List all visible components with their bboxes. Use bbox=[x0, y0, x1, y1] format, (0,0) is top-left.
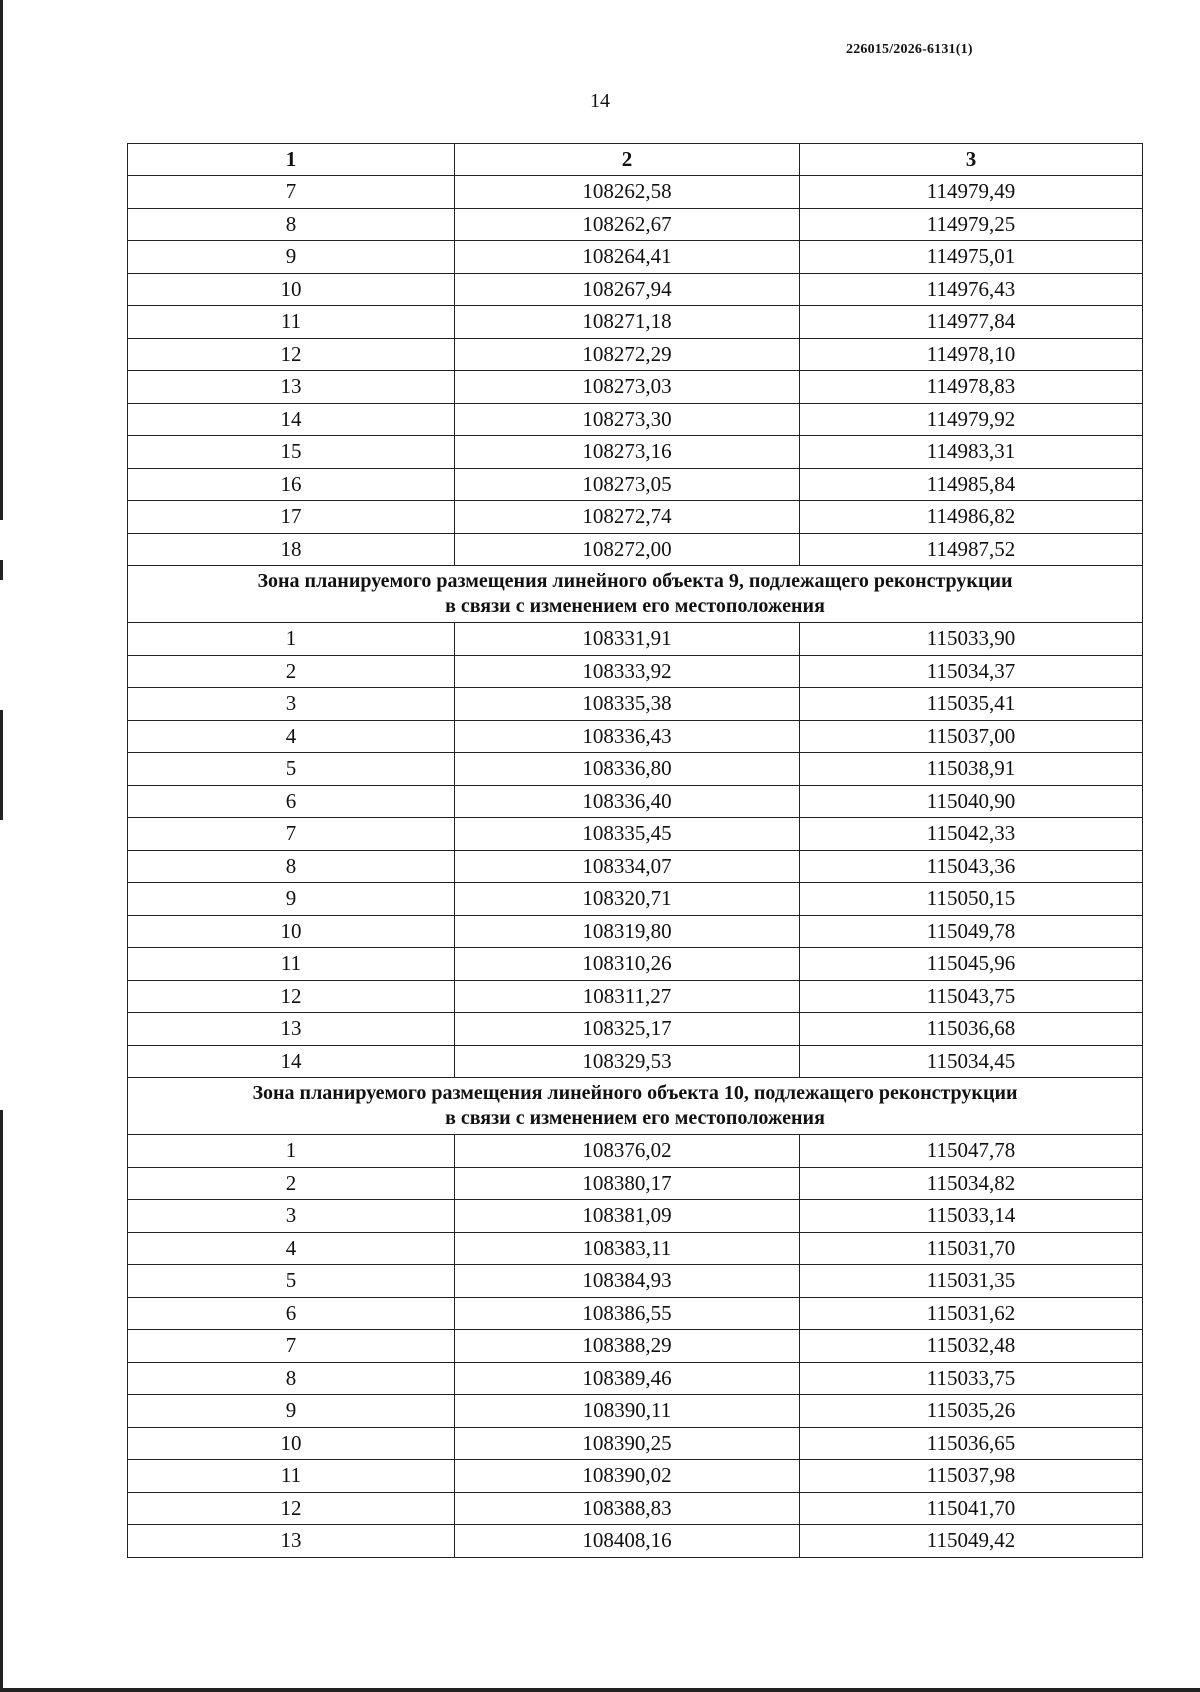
x-coordinate-cell: 108390,02 bbox=[455, 1460, 800, 1493]
point-number-cell: 10 bbox=[128, 915, 455, 948]
y-coordinate-cell: 115033,75 bbox=[800, 1362, 1143, 1395]
y-coordinate-cell: 115042,33 bbox=[800, 818, 1143, 851]
x-coordinate-cell: 108408,16 bbox=[455, 1525, 800, 1558]
point-number-cell: 5 bbox=[128, 753, 455, 786]
y-coordinate-cell: 115034,45 bbox=[800, 1045, 1143, 1078]
point-number-cell: 10 bbox=[128, 1427, 455, 1460]
table-row bbox=[128, 1013, 1143, 1046]
x-coordinate-cell: 108390,25 bbox=[455, 1427, 800, 1460]
table-row bbox=[128, 623, 1143, 656]
y-coordinate-cell: 115037,98 bbox=[800, 1460, 1143, 1493]
x-coordinate-cell: 108380,17 bbox=[455, 1167, 800, 1200]
x-coordinate-cell: 108388,83 bbox=[455, 1492, 800, 1525]
point-number-cell: 12 bbox=[128, 338, 455, 371]
point-number-cell: 1 bbox=[128, 623, 455, 656]
point-number-cell: 6 bbox=[128, 785, 455, 818]
y-coordinate-cell: 115040,90 bbox=[800, 785, 1143, 818]
x-coordinate-cell: 108273,03 bbox=[455, 371, 800, 404]
x-coordinate-cell: 108335,45 bbox=[455, 818, 800, 851]
table-row bbox=[128, 753, 1143, 786]
y-coordinate-cell: 114978,83 bbox=[800, 371, 1143, 404]
y-coordinate-cell: 115033,90 bbox=[800, 623, 1143, 656]
table-row bbox=[128, 818, 1143, 851]
table-row bbox=[128, 1232, 1143, 1265]
y-coordinate-cell: 115041,70 bbox=[800, 1492, 1143, 1525]
x-coordinate-cell: 108376,02 bbox=[455, 1135, 800, 1168]
y-coordinate-cell: 115037,00 bbox=[800, 720, 1143, 753]
point-number-cell: 7 bbox=[128, 176, 455, 209]
table-row bbox=[128, 1492, 1143, 1525]
y-coordinate-cell: 115047,78 bbox=[800, 1135, 1143, 1168]
y-coordinate-cell: 114986,82 bbox=[800, 501, 1143, 534]
point-number-cell: 9 bbox=[128, 241, 455, 274]
y-coordinate-cell: 115049,42 bbox=[800, 1525, 1143, 1558]
point-number-cell: 2 bbox=[128, 1167, 455, 1200]
y-coordinate-cell: 114976,43 bbox=[800, 273, 1143, 306]
point-number-cell: 1 bbox=[128, 1135, 455, 1168]
point-number-cell: 4 bbox=[128, 720, 455, 753]
x-coordinate-cell: 108272,00 bbox=[455, 533, 800, 566]
point-number-cell: 17 bbox=[128, 501, 455, 534]
y-coordinate-cell: 115035,26 bbox=[800, 1395, 1143, 1428]
table-row bbox=[128, 720, 1143, 753]
table-row bbox=[128, 850, 1143, 883]
point-number-cell: 4 bbox=[128, 1232, 455, 1265]
point-number-cell: 13 bbox=[128, 371, 455, 404]
x-coordinate-cell: 108264,41 bbox=[455, 241, 800, 274]
y-coordinate-cell: 114977,84 bbox=[800, 306, 1143, 339]
y-coordinate-cell: 114978,10 bbox=[800, 338, 1143, 371]
point-number-cell: 13 bbox=[128, 1013, 455, 1046]
y-coordinate-cell: 115038,91 bbox=[800, 753, 1143, 786]
point-number-cell: 11 bbox=[128, 306, 455, 339]
point-number-cell: 15 bbox=[128, 436, 455, 469]
x-coordinate-cell: 108336,40 bbox=[455, 785, 800, 818]
table-row bbox=[128, 980, 1143, 1013]
point-number-cell: 3 bbox=[128, 1200, 455, 1233]
page-number-text: 14 bbox=[590, 90, 610, 112]
point-number-cell: 8 bbox=[128, 208, 455, 241]
table-row bbox=[128, 468, 1143, 501]
point-number-cell: 7 bbox=[128, 818, 455, 851]
table-row bbox=[128, 785, 1143, 818]
table-row bbox=[128, 273, 1143, 306]
column-header: 2 bbox=[455, 144, 800, 176]
x-coordinate-cell: 108383,11 bbox=[455, 1232, 800, 1265]
column-header: 3 bbox=[800, 144, 1143, 176]
table-row bbox=[128, 1395, 1143, 1428]
y-coordinate-cell: 115036,68 bbox=[800, 1013, 1143, 1046]
scan-edge-left bbox=[0, 710, 3, 820]
table-row bbox=[128, 241, 1143, 274]
table-row bbox=[128, 436, 1143, 469]
x-coordinate-cell: 108333,92 bbox=[455, 655, 800, 688]
y-coordinate-cell: 114983,31 bbox=[800, 436, 1143, 469]
point-number-cell: 9 bbox=[128, 1395, 455, 1428]
x-coordinate-cell: 108272,74 bbox=[455, 501, 800, 534]
table-row bbox=[128, 1460, 1143, 1493]
point-number-cell: 5 bbox=[128, 1265, 455, 1298]
x-coordinate-cell: 108310,26 bbox=[455, 948, 800, 981]
y-coordinate-cell: 115032,48 bbox=[800, 1330, 1143, 1363]
x-coordinate-cell: 108336,43 bbox=[455, 720, 800, 753]
y-coordinate-cell: 114987,52 bbox=[800, 533, 1143, 566]
zone-title bbox=[128, 1078, 1143, 1135]
x-coordinate-cell: 108329,53 bbox=[455, 1045, 800, 1078]
scan-edge-left bbox=[0, 0, 3, 520]
table-row bbox=[128, 1330, 1143, 1363]
x-coordinate-cell: 108331,91 bbox=[455, 623, 800, 656]
point-number-cell: 13 bbox=[128, 1525, 455, 1558]
y-coordinate-cell: 115034,82 bbox=[800, 1167, 1143, 1200]
x-coordinate-cell: 108389,46 bbox=[455, 1362, 800, 1395]
table-row bbox=[128, 1045, 1143, 1078]
table-row bbox=[128, 371, 1143, 404]
x-coordinate-cell: 108319,80 bbox=[455, 915, 800, 948]
x-coordinate-cell: 108325,17 bbox=[455, 1013, 800, 1046]
x-coordinate-cell: 108311,27 bbox=[455, 980, 800, 1013]
x-coordinate-cell: 108273,30 bbox=[455, 403, 800, 436]
x-coordinate-cell: 108273,05 bbox=[455, 468, 800, 501]
table-row bbox=[128, 403, 1143, 436]
table-row bbox=[128, 1135, 1143, 1168]
point-number-cell: 14 bbox=[128, 403, 455, 436]
table-row bbox=[128, 176, 1143, 209]
y-coordinate-cell: 115033,14 bbox=[800, 1200, 1143, 1233]
y-coordinate-cell: 115045,96 bbox=[800, 948, 1143, 981]
x-coordinate-cell: 108386,55 bbox=[455, 1297, 800, 1330]
table-row bbox=[128, 306, 1143, 339]
coordinates-table bbox=[127, 143, 1143, 1558]
table-row bbox=[128, 1427, 1143, 1460]
point-number-cell: 11 bbox=[128, 948, 455, 981]
point-number-cell: 12 bbox=[128, 1492, 455, 1525]
y-coordinate-cell: 115031,62 bbox=[800, 1297, 1143, 1330]
zone-title-line: в связи с изменением его местоположения bbox=[445, 1107, 825, 1129]
point-number-cell: 8 bbox=[128, 850, 455, 883]
table-row bbox=[128, 1167, 1143, 1200]
scan-edge-bottom bbox=[0, 1688, 1200, 1692]
point-number-cell: 6 bbox=[128, 1297, 455, 1330]
table-header-row bbox=[128, 144, 1143, 176]
zone-title-line: Зона планируемого размещения линейного объекта 10, подлежащего реконструкции bbox=[252, 1082, 1018, 1104]
scan-edge-left bbox=[0, 1110, 3, 1692]
y-coordinate-cell: 114985,84 bbox=[800, 468, 1143, 501]
table-row bbox=[128, 688, 1143, 721]
table-row bbox=[128, 948, 1143, 981]
point-number-cell: 18 bbox=[128, 533, 455, 566]
point-number-cell: 11 bbox=[128, 1460, 455, 1493]
point-number-cell: 14 bbox=[128, 1045, 455, 1078]
x-coordinate-cell: 108384,93 bbox=[455, 1265, 800, 1298]
x-coordinate-cell: 108335,38 bbox=[455, 688, 800, 721]
y-coordinate-cell: 114975,01 bbox=[800, 241, 1143, 274]
zone-title-line: Зона планируемого размещения линейного объекта 9, подлежащего реконструкции bbox=[257, 570, 1013, 592]
point-number-cell: 8 bbox=[128, 1362, 455, 1395]
point-number-cell: 10 bbox=[128, 273, 455, 306]
point-number-cell: 7 bbox=[128, 1330, 455, 1363]
table-row bbox=[128, 533, 1143, 566]
x-coordinate-cell: 108334,07 bbox=[455, 850, 800, 883]
x-coordinate-cell: 108390,11 bbox=[455, 1395, 800, 1428]
table-row bbox=[128, 501, 1143, 534]
y-coordinate-cell: 115031,70 bbox=[800, 1232, 1143, 1265]
point-number-cell: 2 bbox=[128, 655, 455, 688]
table-row bbox=[128, 655, 1143, 688]
document-number: 226015/2026-6131(1) bbox=[846, 42, 973, 57]
x-coordinate-cell: 108262,67 bbox=[455, 208, 800, 241]
x-coordinate-cell: 108272,29 bbox=[455, 338, 800, 371]
point-number-cell: 9 bbox=[128, 883, 455, 916]
scan-edge-left bbox=[0, 560, 3, 580]
zone-title-row bbox=[128, 1078, 1143, 1135]
x-coordinate-cell: 108262,58 bbox=[455, 176, 800, 209]
table-row bbox=[128, 338, 1143, 371]
zone-title-line: в связи с изменением его местоположения bbox=[445, 595, 825, 617]
table-row bbox=[128, 1200, 1143, 1233]
table-row bbox=[128, 883, 1143, 916]
y-coordinate-cell: 114979,92 bbox=[800, 403, 1143, 436]
y-coordinate-cell: 115036,65 bbox=[800, 1427, 1143, 1460]
y-coordinate-cell: 114979,25 bbox=[800, 208, 1143, 241]
x-coordinate-cell: 108336,80 bbox=[455, 753, 800, 786]
point-number-cell: 3 bbox=[128, 688, 455, 721]
x-coordinate-cell: 108267,94 bbox=[455, 273, 800, 306]
x-coordinate-cell: 108271,18 bbox=[455, 306, 800, 339]
y-coordinate-cell: 115049,78 bbox=[800, 915, 1143, 948]
x-coordinate-cell: 108381,09 bbox=[455, 1200, 800, 1233]
y-coordinate-cell: 115034,37 bbox=[800, 655, 1143, 688]
y-coordinate-cell: 115031,35 bbox=[800, 1265, 1143, 1298]
table-body bbox=[128, 176, 1143, 1558]
y-coordinate-cell: 115050,15 bbox=[800, 883, 1143, 916]
column-header: 1 bbox=[128, 144, 455, 176]
x-coordinate-cell: 108273,16 bbox=[455, 436, 800, 469]
y-coordinate-cell: 115035,41 bbox=[800, 688, 1143, 721]
point-number-cell: 12 bbox=[128, 980, 455, 1013]
point-number-cell: 16 bbox=[128, 468, 455, 501]
x-coordinate-cell: 108388,29 bbox=[455, 1330, 800, 1363]
zone-title-row bbox=[128, 566, 1143, 623]
table-row bbox=[128, 1362, 1143, 1395]
y-coordinate-cell: 115043,75 bbox=[800, 980, 1143, 1013]
page-number bbox=[0, 90, 1200, 113]
table-row bbox=[128, 1297, 1143, 1330]
table-row bbox=[128, 208, 1143, 241]
table-row bbox=[128, 1525, 1143, 1558]
y-coordinate-cell: 114979,49 bbox=[800, 176, 1143, 209]
x-coordinate-cell: 108320,71 bbox=[455, 883, 800, 916]
table-row bbox=[128, 915, 1143, 948]
table-row bbox=[128, 1265, 1143, 1298]
y-coordinate-cell: 115043,36 bbox=[800, 850, 1143, 883]
zone-title bbox=[128, 566, 1143, 623]
